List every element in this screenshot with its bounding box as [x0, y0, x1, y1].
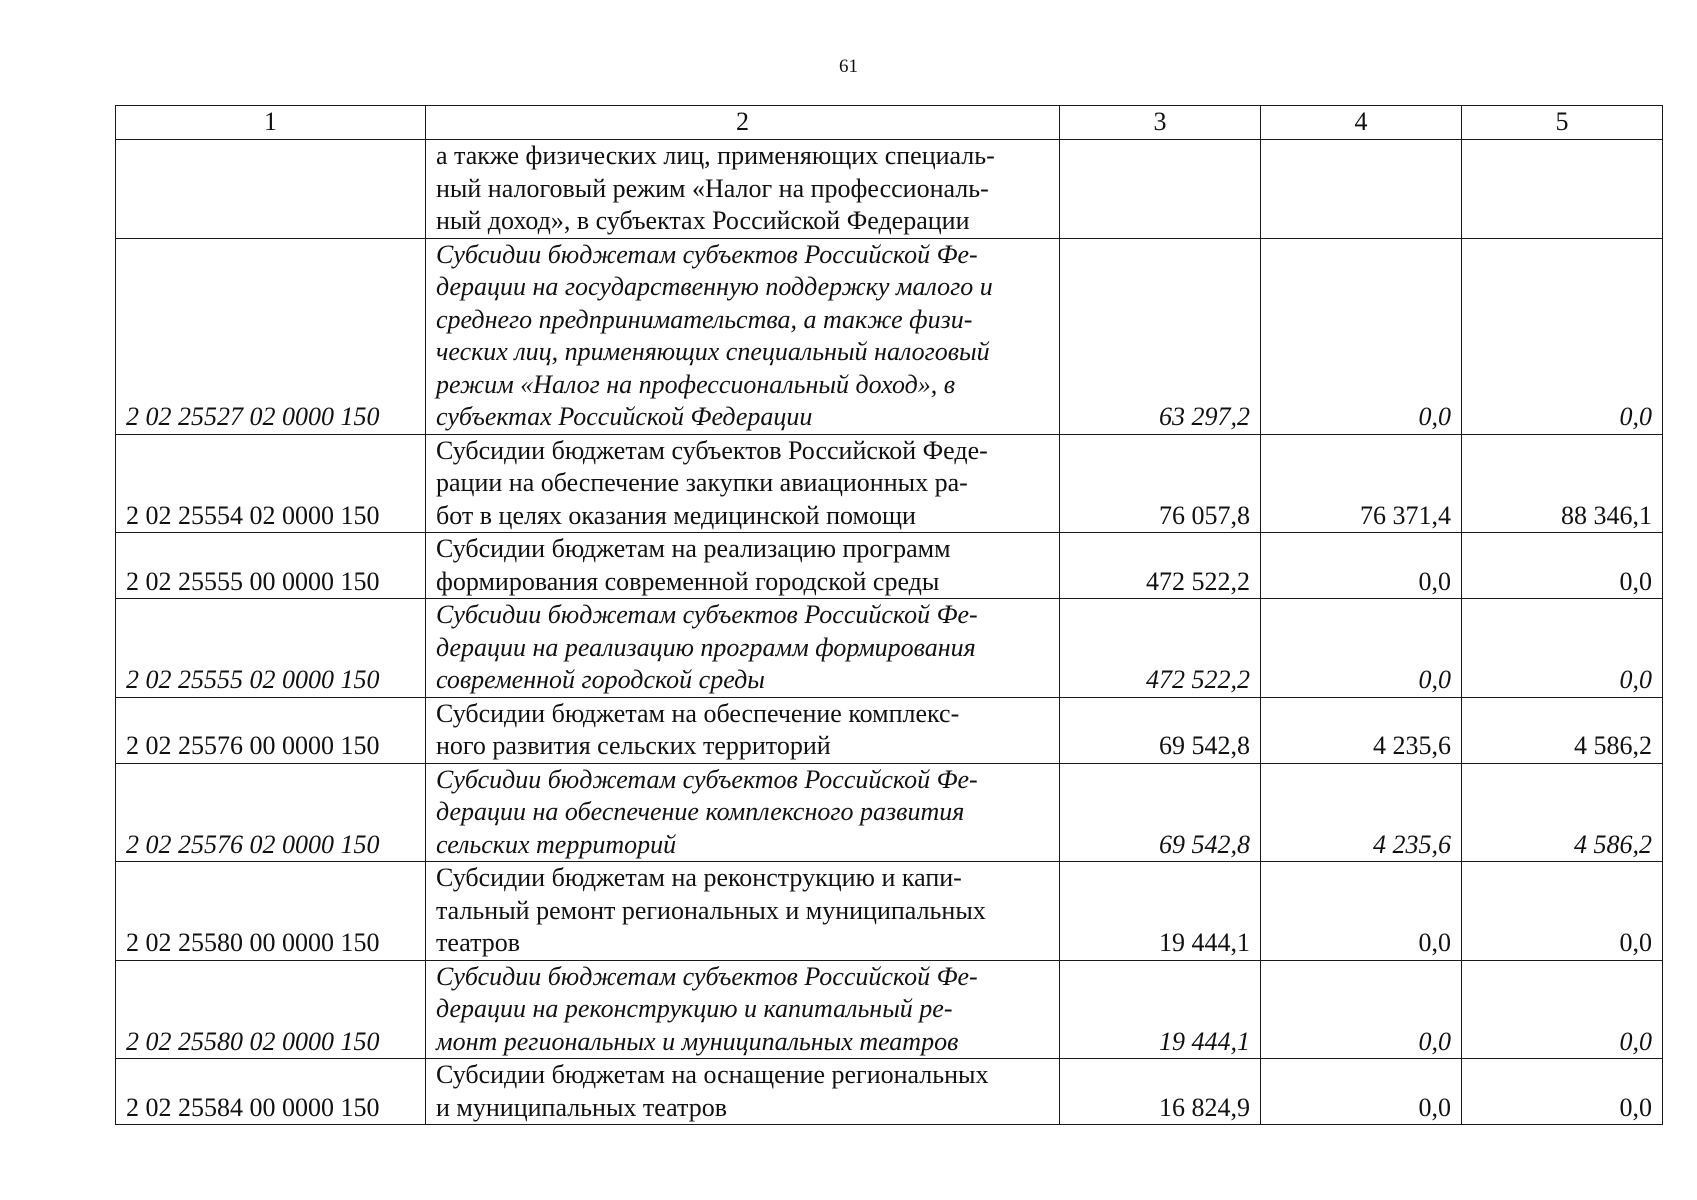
table-row	[116, 862, 1663, 961]
description-line: Субсидии бюджетам на реализацию программ	[436, 534, 951, 563]
description-line: сельских территорий	[436, 829, 677, 859]
description-line: и муниципальных театров	[436, 1092, 727, 1122]
column-header-3: 3	[1060, 106, 1261, 140]
amount-cell-col-4: 0,0	[1261, 238, 1462, 434]
table-row	[116, 140, 1663, 239]
description-line: Субсидии бюджетам субъектов Российской Фе-	[436, 600, 978, 629]
amount-cell-col-4: 0,0	[1261, 533, 1462, 599]
amount-cell-col-5: 4 586,2	[1462, 697, 1663, 763]
description-line: Субсидии бюджетам на оснащение региональных	[436, 1060, 989, 1089]
amount-cell-col-3: 472 522,2	[1060, 599, 1261, 698]
table-row	[116, 434, 1663, 533]
description-cell	[426, 697, 1060, 763]
amount-cell-col-4: 0,0	[1261, 1059, 1462, 1125]
amount-cell-col-4: 0,0	[1261, 599, 1462, 698]
description-line: рации на обеспечение закупки авиационных ра-	[436, 468, 968, 497]
description-line: монт региональных и муниципальных театров	[436, 1026, 959, 1056]
amount-cell-col-3: 63 297,2	[1060, 238, 1261, 434]
amount-cell-col-3: 69 542,8	[1060, 697, 1261, 763]
table-row	[116, 533, 1663, 599]
amount-cell-col-4: 76 371,4	[1261, 434, 1462, 533]
budget-code-cell: 2 02 25584 00 0000 150	[116, 1059, 426, 1125]
amount-cell-col-3: 19 444,1	[1060, 862, 1261, 961]
amount-cell-col-5: 0,0	[1462, 1059, 1663, 1125]
description-cell	[426, 763, 1060, 862]
amount-cell-col-5: 0,0	[1462, 862, 1663, 961]
description-line: ный доход», в субъектах Российской Федерации	[436, 206, 970, 235]
table-row	[116, 1059, 1663, 1125]
budget-code-cell: 2 02 25576 00 0000 150	[116, 697, 426, 763]
description-line: Субсидии бюджетам субъектов Российской Фе-	[436, 764, 978, 794]
amount-cell-col-5: 0,0	[1462, 599, 1663, 698]
table-header-row	[116, 106, 1663, 140]
amount-cell-col-5: 88 346,1	[1462, 434, 1663, 533]
description-line: ческих лиц, применяющих специальный налоговый	[436, 337, 990, 366]
description-line: Субсидии бюджетам субъектов Российской Фе-	[436, 239, 978, 269]
page-number: 61	[839, 56, 858, 77]
budget-code-cell: 2 02 25527 02 0000 150	[116, 238, 426, 434]
budget-code-cell: 2 02 25555 00 0000 150	[116, 533, 426, 599]
description-line: режим «Налог на профессиональный доход», в	[436, 369, 956, 399]
amount-cell-col-5: 0,0	[1462, 533, 1663, 599]
table-row	[116, 960, 1663, 1059]
description-line: дерации на обеспечение комплексного развития	[436, 797, 965, 826]
description-line: Субсидии бюджетам субъектов Российской Феде-	[436, 435, 988, 465]
table-row	[116, 238, 1663, 434]
description-line: Субсидии бюджетам субъектов Российской Фе-	[436, 961, 978, 991]
column-header-4: 4	[1261, 106, 1462, 140]
table-row	[116, 763, 1663, 862]
description-cell	[426, 238, 1060, 434]
description-line: современной городской среды	[436, 665, 765, 694]
description-line: дерации на реализацию программ формирования	[436, 632, 976, 662]
description-line: Субсидии бюджетам на обеспечение комплекс-	[436, 698, 960, 728]
amount-cell-col-3: 76 057,8	[1060, 434, 1261, 533]
description-line: формирования современной городской среды	[436, 566, 940, 596]
description-line: дерации на государственную поддержку малого и	[436, 272, 993, 301]
description-line: Субсидии бюджетам на реконструкцию и капи-	[436, 863, 962, 892]
column-header-2: 2	[426, 106, 1060, 140]
budget-code-cell: 2 02 25555 02 0000 150	[116, 599, 426, 698]
description-line: ный налоговый режим «Налог на профессиональ-	[436, 173, 989, 203]
amount-cell-col-5: 4 586,2	[1462, 763, 1663, 862]
column-header-1: 1	[116, 106, 426, 140]
description-line: дерации на реконструкцию и капитальный ре-	[436, 994, 953, 1023]
description-line: театров	[436, 928, 521, 957]
amount-cell-col-3: 19 444,1	[1060, 960, 1261, 1059]
table-row	[116, 599, 1663, 698]
amount-cell-col-4: 4 235,6	[1261, 763, 1462, 862]
amount-cell-col-5	[1462, 140, 1663, 239]
budget-code-cell: 2 02 25576 02 0000 150	[116, 763, 426, 862]
description-cell	[426, 862, 1060, 961]
description-line: бот в целях оказания медицинской помощи	[436, 500, 916, 530]
table-body	[116, 106, 1663, 1125]
budget-code-cell: 2 02 25580 02 0000 150	[116, 960, 426, 1059]
description-cell	[426, 960, 1060, 1059]
amount-cell-col-4: 4 235,6	[1261, 697, 1462, 763]
budget-code-cell: 2 02 25580 00 0000 150	[116, 862, 426, 961]
amount-cell-col-3: 472 522,2	[1060, 533, 1261, 599]
amount-cell-col-4: 0,0	[1261, 862, 1462, 961]
description-line: а также физических лиц, применяющих специаль-	[436, 141, 995, 170]
description-line: тальный ремонт региональных и муниципальных	[436, 895, 986, 925]
amount-cell-col-3: 16 824,9	[1060, 1059, 1261, 1125]
amount-cell-col-3	[1060, 140, 1261, 239]
description-cell	[426, 533, 1060, 599]
budget-code-cell	[116, 140, 426, 239]
table-row	[116, 697, 1663, 763]
budget-table	[115, 105, 1663, 1125]
description-cell	[426, 1059, 1060, 1125]
amount-cell-col-4	[1261, 140, 1462, 239]
description-cell	[426, 599, 1060, 698]
description-cell	[426, 434, 1060, 533]
description-line: среднего предпринимательства, а также физи-	[436, 304, 973, 334]
amount-cell-col-3: 69 542,8	[1060, 763, 1261, 862]
amount-cell-col-5: 0,0	[1462, 960, 1663, 1059]
column-header-5: 5	[1462, 106, 1663, 140]
amount-cell-col-4: 0,0	[1261, 960, 1462, 1059]
description-line: субъектах Российской Федерации	[436, 402, 813, 431]
description-cell	[426, 140, 1060, 239]
description-line: ного развития сельских территорий	[436, 731, 831, 760]
amount-cell-col-5: 0,0	[1462, 238, 1663, 434]
budget-code-cell: 2 02 25554 02 0000 150	[116, 434, 426, 533]
